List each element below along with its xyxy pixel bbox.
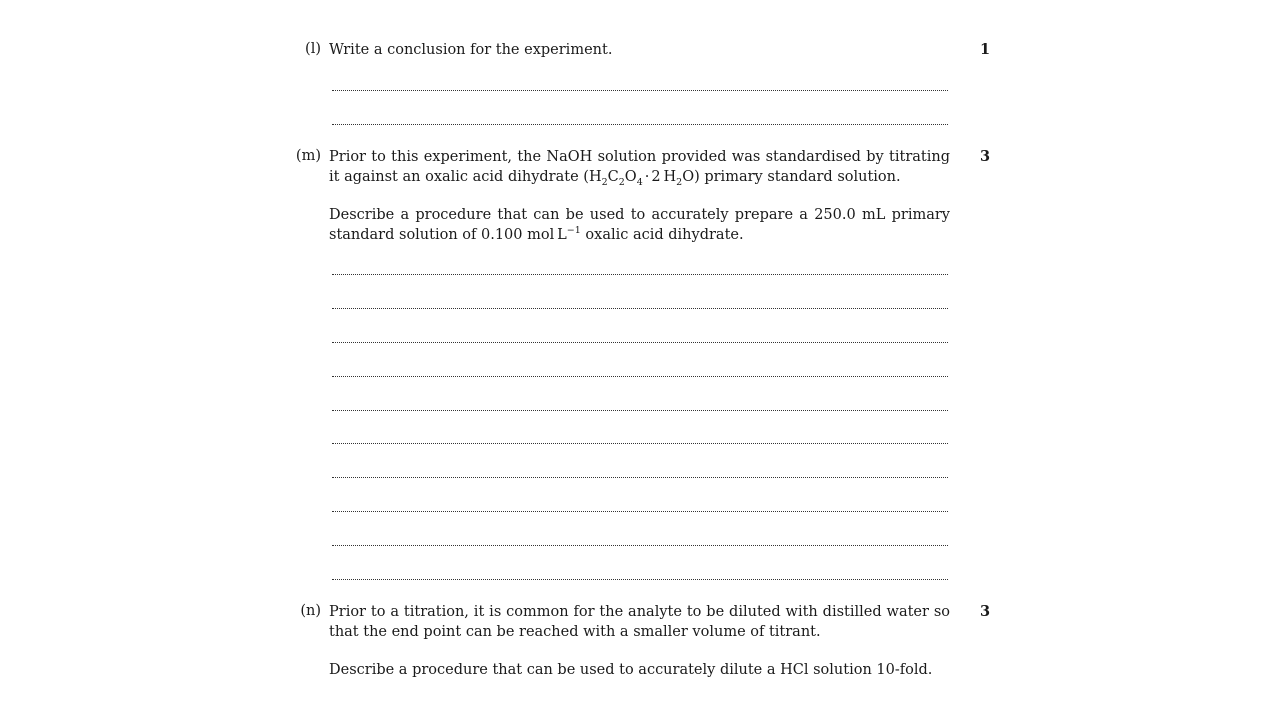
question-l-label: (l) — [305, 41, 321, 57]
question-m-marks: 3 — [979, 148, 991, 165]
question-m-text-part: ) primary standard solution. — [694, 168, 901, 185]
question-n-label: (n) — [300, 603, 321, 619]
answer-line[interactable] — [332, 579, 948, 580]
question-n-paragraph-1: Prior to a titration, it is common for the analyte to be diluted with distilled water so that the end point can be reached with a smaller volume of titrant. — [329, 604, 950, 640]
question-m-text-part: Describe a procedure that can be used to accurately prepare a 250.0 mL primary standard solution of 0.100 mol — [329, 207, 950, 243]
question-m-text-part: oxalic acid dihydrate. — [580, 226, 744, 243]
answer-line[interactable] — [332, 545, 948, 546]
question-n-paragraph-2: Describe a procedure that can be used to accurately dilute a HCl solution 10-fold. — [329, 662, 933, 678]
question-m-text-part: Prior to this experiment, the NaOH solution provided was standardised by titrating it against an oxalic acid dihydrate ( — [329, 149, 950, 185]
answer-line[interactable] — [332, 124, 948, 125]
answer-line[interactable] — [332, 342, 948, 343]
unit: $L^{-1}$ — [557, 224, 581, 243]
question-n-marks: 3 — [979, 603, 991, 620]
question-l-text: Write a conclusion for the experiment. — [329, 42, 613, 58]
question-m-label: (m) — [295, 148, 321, 164]
answer-line[interactable] — [332, 376, 948, 377]
question-m-paragraph-2 — [329, 206, 950, 245]
answer-line[interactable] — [332, 443, 948, 444]
answer-line[interactable] — [332, 477, 948, 478]
question-l-marks: 1 — [979, 41, 991, 58]
answer-line[interactable] — [332, 90, 948, 91]
answer-line[interactable] — [332, 308, 948, 309]
question-m-paragraph-1 — [329, 148, 950, 187]
answer-line[interactable] — [332, 274, 948, 275]
answer-line[interactable] — [332, 511, 948, 512]
oxalic-acid-formula: $H_2C_2O_4 \cdot 2$ $H_2O$ — [588, 168, 695, 188]
answer-line[interactable] — [332, 410, 948, 411]
